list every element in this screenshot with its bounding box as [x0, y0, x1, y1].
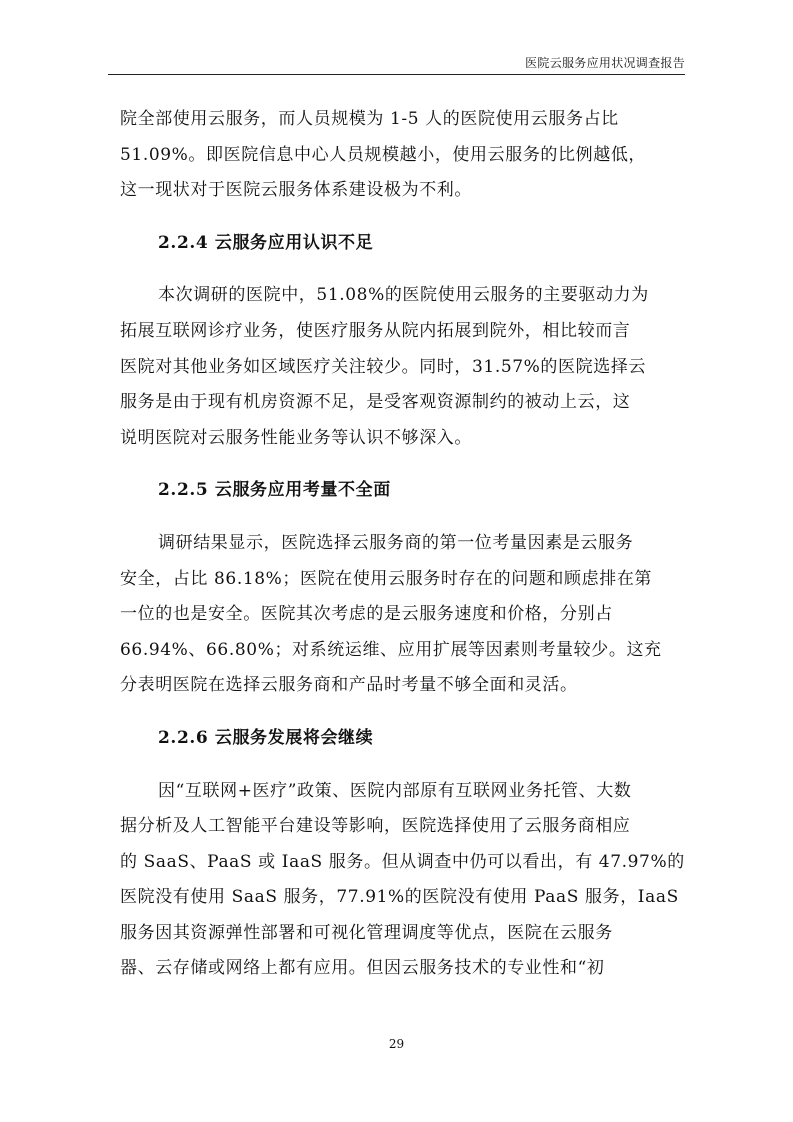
paragraph-line: 本次调研的医院中，51.08%的医院使用云服务的主要驱动力为: [158, 285, 649, 306]
paragraph-line: 医院对其他业务如区域医疗关注较少。同时，31.57%的医院选择云: [120, 356, 647, 377]
paragraph-line: 调研结果显示，医院选择云服务商的第一位考量因素是云服务: [158, 532, 634, 553]
page-number: 29: [388, 1037, 405, 1051]
paragraph-line: 51.09%。即医院信息中心人员规模越小，使用云服务的比例越低，: [120, 144, 647, 165]
section-spacer: [120, 456, 680, 473]
paragraph-line: 器、云存储或网络上都有应用。但因云服务技术的专业性和“初: [120, 958, 605, 979]
section-spacer: [120, 261, 680, 278]
body-paragraph: [120, 102, 680, 209]
running-header: 医院云服务应用状况调查报告: [525, 56, 685, 70]
body-paragraph: [120, 774, 685, 988]
paragraph-line: 服务因其资源弹性部署和可视化管理调度等优点，医院在云服务: [120, 922, 613, 943]
body-paragraph: [120, 526, 680, 704]
section-heading: 2.2.6 云服务发展将会继续: [158, 727, 374, 748]
paragraph-line: 院全部使用云服务，而人员规模为 1-5 人的医院使用云服务占比: [120, 109, 619, 129]
paragraph-line: 这一现状对于医院云服务体系建设极为不利。: [120, 180, 472, 201]
paragraph-line: 服务是由于现有机房资源不足，是受客观资源制约的被动上云，这: [120, 392, 631, 413]
section-spacer: [120, 509, 680, 526]
paragraph-line: 66.94%、66.80%；对系统运维、应用扩展等因素则考量较少。这充: [120, 639, 662, 660]
section-heading: 2.2.5 云服务应用考量不全面: [158, 480, 391, 501]
paragraph-line: 说明医院对云服务性能业务等认识不够深入。: [120, 427, 472, 448]
paragraph-line: 拓展互联网诊疗业务，使医疗服务从院内拓展到院外，相比较而言: [120, 320, 631, 341]
paragraph-line: 分表明医院在选择云服务商和产品时考量不够全面和灵活。: [120, 675, 578, 696]
paragraph-line: 因“互联网+医疗”政策、医院内部原有互联网业务托管、大数: [158, 780, 632, 801]
section-spacer: [120, 757, 680, 774]
section-spacer: [120, 704, 680, 721]
paragraph-line: 的 SaaS、PaaS 或 IaaS 服务。但从调查中仍可以看出，有 47.97%的: [120, 851, 685, 872]
paragraph-line: 据分析及人工智能平台建设等影响，医院选择使用了云服务商相应: [120, 816, 631, 837]
section-spacer: [120, 209, 680, 226]
section-heading: 2.2.4 云服务应用认识不足: [158, 232, 374, 253]
body-paragraph: [120, 278, 680, 456]
header-rule: [108, 74, 685, 75]
paragraph-line: 一位的也是安全。医院其次考虑的是云服务速度和价格，分别占: [120, 604, 613, 625]
document-body: [120, 102, 685, 987]
paragraph-line: 医院没有使用 SaaS 服务，77.91%的医院没有使用 PaaS 服务，IaaS: [120, 887, 679, 908]
paragraph-line: 安全，占比 86.18%；医院在使用云服务时存在的问题和顾虑排在第: [120, 568, 653, 589]
